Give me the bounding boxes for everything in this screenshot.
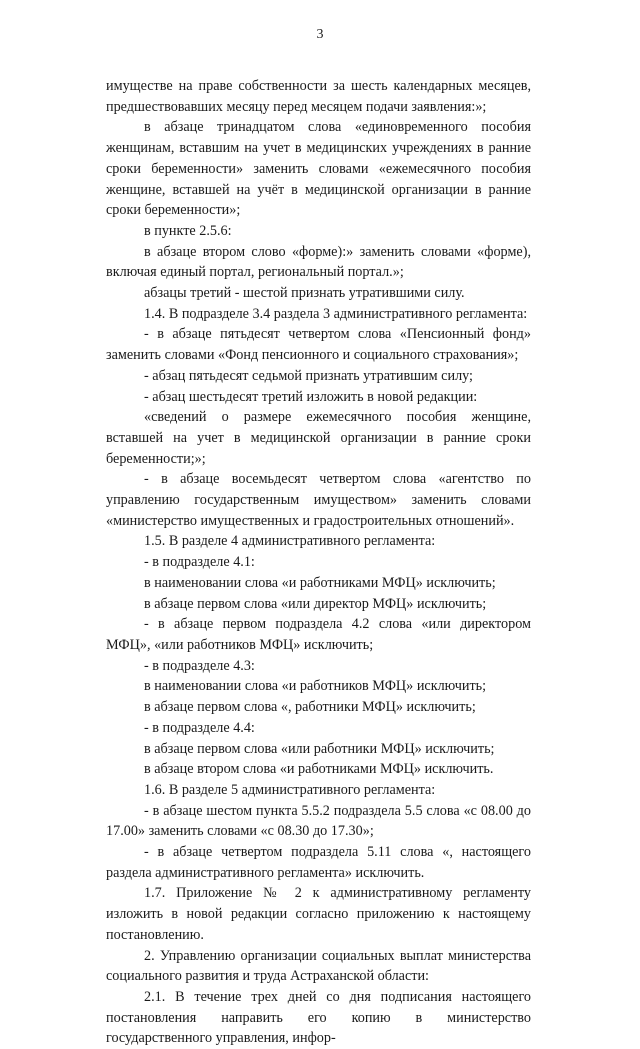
paragraph: имуществе на праве собственности за шесть календарных месяцев, предшествовавших месяцу перед месяцем подачи заявления:»; [106,78,531,115]
paragraph: - в подразделе 4.3: [144,657,255,674]
paragraph: в наименовании слова «и работников МФЦ» исключить; [144,678,487,695]
paragraph: 1.5. В разделе 4 административного регламента: [144,533,436,550]
paragraph: в абзаце втором слово «форме):» заменить словами «форме), включая единый портал, региональный портал.»; [106,243,531,281]
paragraph: - в подразделе 4.4: [144,719,255,736]
page-number: 3 [316,27,324,42]
paragraph: - в подразделе 4.1: [144,554,255,571]
paragraph: - в абзаце первом подраздела 4.2 слова «или директором МФЦ», «или работников МФЦ» исключить; [106,616,531,653]
paragraph: - абзац пятьдесят седьмой признать утратившим силу; [144,367,473,384]
paragraph: 1.7. Приложение № 2 к административному регламенту изложить в новой редакции согласно приложению к настоящему постановлению. [106,885,531,943]
paragraph: в пункте 2.5.6: [144,222,232,239]
paragraph: - в абзаце восемьдесят четвертом слова «агентство по управлению государственным имуществом» заменить словами «министерство имущественных и градостроительных отношений». [106,471,531,529]
paragraph: абзацы третий - шестой признать утратившими силу. [144,285,465,302]
document-body [106,76,531,1049]
paragraph: 2.1. В течение трех дней со дня подписания настоящего постановления направить его копию в министерство государственного управления, инфор- [106,988,531,1047]
paragraph: - в абзаце пятьдесят четвертом слова «Пенсионный фонд» заменить словами «Фонд пенсионного и социального страхования»; [106,326,531,364]
paragraph: 1.6. В разделе 5 административного регламента: [144,781,436,798]
paragraph: в абзаце первом слова «, работники МФЦ» исключить; [144,699,476,716]
paragraph: 2. Управлению организации социальных выплат министерства социального развития и труда Астраханской области: [106,947,531,985]
paragraph: в абзаце первом слова «или директор МФЦ» исключить; [144,595,487,612]
paragraph: в абзаце тринадцатом слова «единовременного пособия женщинам, вставшим на учет в медицинских учреждениях в ранние сроки беременности» заменить словами «ежемесячного пособия женщине, вставшей на учёт в медицинской организации в ранние сроки беременности»; [106,119,531,219]
paragraph: - в абзаце шестом пункта 5.5.2 подраздела 5.5 слова «с 08.00 до 17.00» заменить словами «с 08.30 до 17.30»; [106,802,531,840]
paragraph: в наименовании слова «и работниками МФЦ» исключить; [144,574,496,591]
paragraph: - абзац шестьдесят третий изложить в новой редакции: [144,388,478,405]
paragraph: 1.4. В подразделе 3.4 раздела 3 административного регламента: [144,305,528,322]
paragraph: в абзаце первом слова «или работники МФЦ» исключить; [144,740,495,757]
paragraph: в абзаце втором слова «и работниками МФЦ» исключить. [144,761,494,778]
paragraph: - в абзаце четвертом подраздела 5.11 слова «, настоящего раздела административного регламента» исключить. [106,844,531,881]
paragraph: «сведений о размере ежемесячного пособия женщине, вставшей на учет в медицинской организации в ранние сроки беременности;»; [106,409,531,467]
